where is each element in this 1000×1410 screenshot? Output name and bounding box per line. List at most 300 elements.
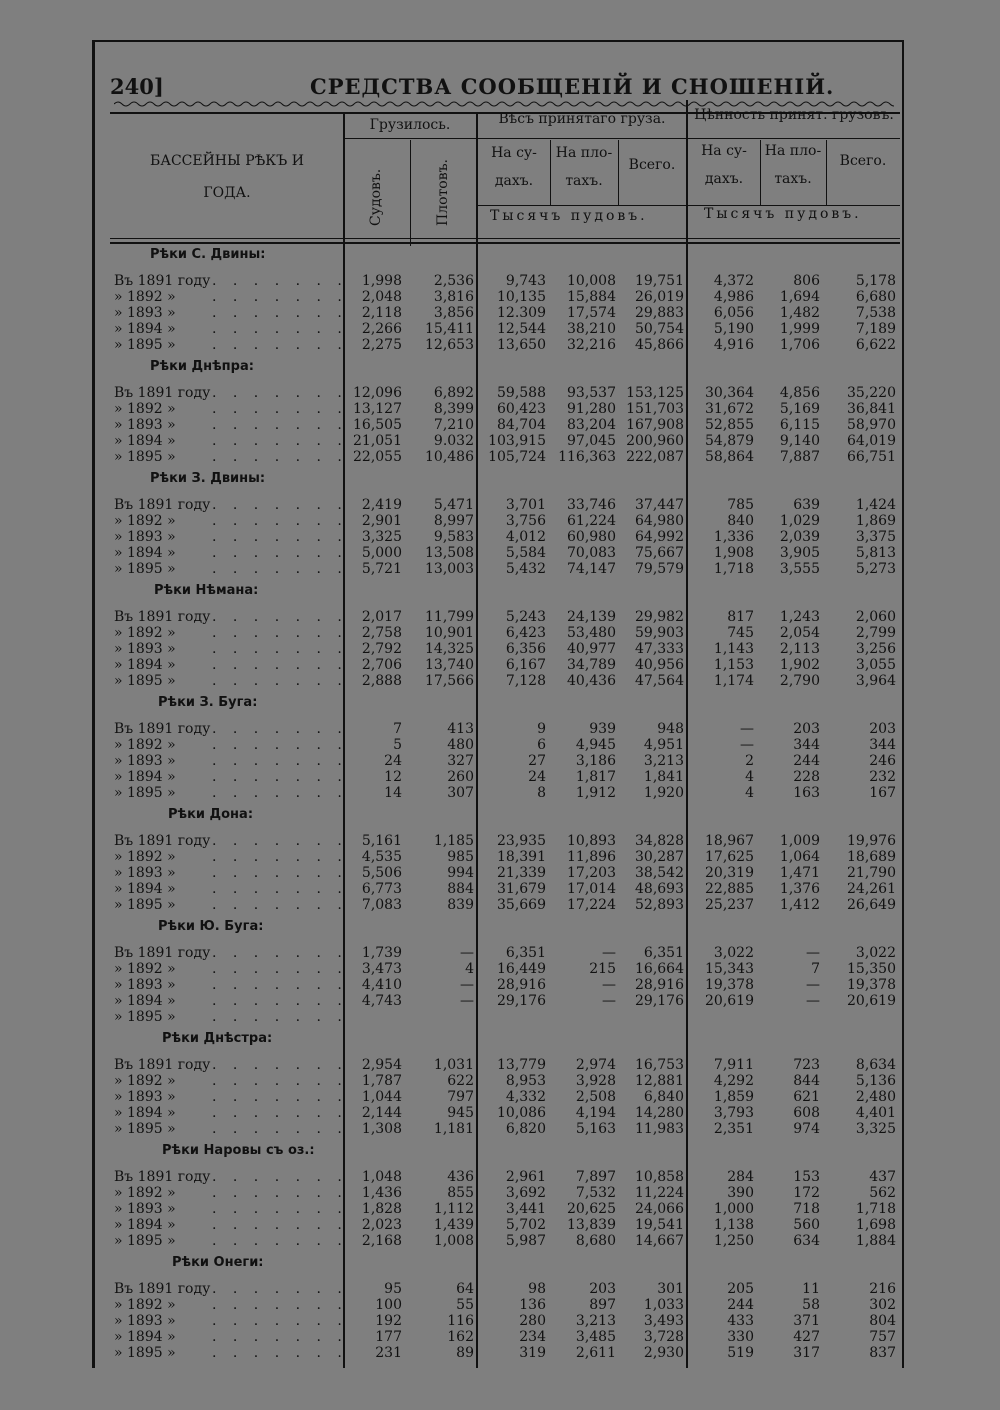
table-cell: 7,538 <box>855 305 896 321</box>
table-cell: 24 <box>528 769 546 785</box>
table-cell: 5,987 <box>505 1233 546 1249</box>
table-cell: 1,112 <box>433 1201 474 1217</box>
year-label: » 1892 » <box>114 1073 176 1089</box>
table-cell: 1,718 <box>855 1201 896 1217</box>
page-number: 240] <box>110 74 164 99</box>
table-cell: 723 <box>793 1057 820 1073</box>
table-cell: 1,436 <box>361 1185 402 1201</box>
table-cell: 103,915 <box>488 433 546 449</box>
table-cell: 6,892 <box>433 385 474 401</box>
table-cell: 1,138 <box>713 1217 754 1233</box>
table-cell: 192 <box>375 1313 402 1329</box>
year-label: » 1894 » <box>114 1217 176 1233</box>
table-cell: 177 <box>375 1329 402 1345</box>
table-cell: 10,858 <box>635 1169 684 1185</box>
table-cell: 48,693 <box>635 881 684 897</box>
leader-dots: . . . . . . . <box>212 1169 348 1185</box>
table-cell: 2,419 <box>361 497 402 513</box>
table-cell: — <box>460 977 474 993</box>
table-cell: 1,029 <box>779 513 820 529</box>
table-cell: 167,908 <box>626 417 684 433</box>
table-cell: 3,441 <box>505 1201 546 1217</box>
table-cell: 3,728 <box>643 1329 684 1345</box>
table-row <box>92 529 907 545</box>
year-label: » 1893 » <box>114 1201 176 1217</box>
year-label: Въ 1891 году <box>114 721 211 737</box>
year-label: » 1895 » <box>114 1345 176 1361</box>
table-cell: 34,828 <box>635 833 684 849</box>
table-cell: 52,855 <box>705 417 754 433</box>
leader-dots: . . . . . . . <box>212 513 348 529</box>
table-cell: — <box>806 993 820 1009</box>
table-cell: 344 <box>793 737 820 753</box>
table-cell: 205 <box>727 1281 754 1297</box>
table-cell: 6,351 <box>505 945 546 961</box>
table-row <box>92 945 907 961</box>
header-w-rafts <box>550 142 618 192</box>
table-cell: 1,336 <box>713 529 754 545</box>
table-cell: 806 <box>793 273 820 289</box>
table-row <box>92 833 907 849</box>
table-cell: 4,410 <box>361 977 402 993</box>
year-label: » 1893 » <box>114 1089 176 1105</box>
leader-dots: . . . . . . . <box>212 881 348 897</box>
section-title: Рѣки Дона: <box>168 807 254 822</box>
table-cell: 20,619 <box>705 993 754 1009</box>
table-cell: 1,048 <box>361 1169 402 1185</box>
section-title: Рѣки Днѣпра: <box>150 359 254 374</box>
table-row <box>92 961 907 977</box>
table-cell: 5,190 <box>713 321 754 337</box>
table-row <box>92 1009 907 1025</box>
table-cell: 24 <box>384 753 402 769</box>
table-cell: 93,537 <box>567 385 616 401</box>
table-cell: 560 <box>793 1217 820 1233</box>
table-cell: 13,839 <box>567 1217 616 1233</box>
table-cell: 837 <box>869 1345 896 1361</box>
year-label: » 1893 » <box>114 977 176 993</box>
table-cell: 6,167 <box>505 657 546 673</box>
table-cell: 95 <box>384 1281 402 1297</box>
year-label: » 1892 » <box>114 961 176 977</box>
year-label: » 1893 » <box>114 753 176 769</box>
table-cell: 3,186 <box>575 753 616 769</box>
table-cell: 1,033 <box>643 1297 684 1313</box>
table-cell: 2,017 <box>361 609 402 625</box>
table-cell: 216 <box>869 1281 896 1297</box>
table-cell: 55 <box>456 1297 474 1313</box>
table-cell: 136 <box>519 1297 546 1313</box>
table-cell: 6,356 <box>505 641 546 657</box>
table-cell: 301 <box>657 1281 684 1297</box>
leader-dots: . . . . . . . <box>212 609 348 625</box>
table-cell: 1,841 <box>643 769 684 785</box>
year-label: » 1895 » <box>114 1121 176 1137</box>
year-label: Въ 1891 году <box>114 1169 211 1185</box>
table-cell: 2,054 <box>779 625 820 641</box>
table-cell: 6,056 <box>713 305 754 321</box>
table-row <box>92 753 907 769</box>
table-cell: 5,813 <box>855 545 896 561</box>
table-cell: 17,574 <box>567 305 616 321</box>
table-cell: 89 <box>456 1345 474 1361</box>
table-cell: 1,884 <box>855 1233 896 1249</box>
table-cell: 52,893 <box>635 897 684 913</box>
table-row <box>92 1217 907 1233</box>
table-cell: 18,391 <box>497 849 546 865</box>
leader-dots: . . . . . . . <box>212 721 348 737</box>
table-row <box>92 1297 907 1313</box>
table-cell: 634 <box>793 1233 820 1249</box>
table-row <box>92 321 907 337</box>
table-cell: 1,828 <box>361 1201 402 1217</box>
header-value: Цѣнность принят. грузовъ. <box>694 107 894 123</box>
table-cell: 13,650 <box>497 337 546 353</box>
table-cell: 17,625 <box>705 849 754 865</box>
table-cell: 25,237 <box>705 897 754 913</box>
v-ships-l2: дахъ. <box>704 171 744 187</box>
table-cell: 11,224 <box>635 1185 684 1201</box>
year-label: » 1894 » <box>114 433 176 449</box>
table-cell: 4,332 <box>505 1089 546 1105</box>
table-cell: 1,698 <box>855 1217 896 1233</box>
table-cell: 1,869 <box>855 513 896 529</box>
table-row <box>92 433 907 449</box>
table-cell: 3,756 <box>505 513 546 529</box>
table-cell: 757 <box>869 1329 896 1345</box>
table-cell: 4 <box>745 769 754 785</box>
table-cell: 228 <box>793 769 820 785</box>
river-section <box>92 581 907 693</box>
table-cell: 31,679 <box>497 881 546 897</box>
header-w-total: Всего. <box>628 157 676 173</box>
leader-dots: . . . . . . . <box>212 1185 348 1201</box>
hdr-div-2 <box>410 140 411 246</box>
table-cell: 59,588 <box>497 385 546 401</box>
table-cell: 5,471 <box>433 497 474 513</box>
table-cell: 4,743 <box>361 993 402 1009</box>
table-cell: 3,022 <box>713 945 754 961</box>
year-label: » 1894 » <box>114 545 176 561</box>
table-cell: 2,508 <box>575 1089 616 1105</box>
table-cell: 83,204 <box>567 417 616 433</box>
table-cell: 19,378 <box>847 977 896 993</box>
table-row <box>92 721 907 737</box>
table-cell: 985 <box>447 849 474 865</box>
table-row <box>92 401 907 417</box>
table-row <box>92 289 907 305</box>
table-cell: 14,325 <box>425 641 474 657</box>
table-cell: 35,220 <box>847 385 896 401</box>
table-cell: 371 <box>793 1313 820 1329</box>
page-title: СРЕДСТВА СООБЩЕНІЙ И СНОШЕНІЙ. <box>310 74 835 99</box>
table-cell: 855 <box>447 1185 474 1201</box>
leader-dots: . . . . . . . <box>212 769 348 785</box>
header-v-ships <box>688 140 760 190</box>
table-cell: 203 <box>869 721 896 737</box>
river-section <box>92 245 907 357</box>
table-row <box>92 1121 907 1137</box>
units-weight: Тысячъ пудовъ. <box>490 208 648 224</box>
river-section <box>92 917 907 1029</box>
table-cell: 1,174 <box>713 673 754 689</box>
table-cell: 16,753 <box>635 1057 684 1073</box>
header-loaded: Грузилось. <box>369 117 451 133</box>
leader-dots: . . . . . . . <box>212 1105 348 1121</box>
year-label: Въ 1891 году <box>114 833 211 849</box>
table-cell: 244 <box>727 1297 754 1313</box>
table-row <box>92 769 907 785</box>
table-cell: 9.032 <box>433 433 474 449</box>
table-cell: 15,350 <box>847 961 896 977</box>
table-row <box>92 561 907 577</box>
table-row <box>92 977 907 993</box>
table-cell: 1,912 <box>575 785 616 801</box>
table-cell: 3,793 <box>713 1105 754 1121</box>
table-cell: 3,964 <box>855 673 896 689</box>
leader-dots: . . . . . . . <box>212 1297 348 1313</box>
table-cell: 2,480 <box>855 1089 896 1105</box>
table-cell: 884 <box>447 881 474 897</box>
table-cell: 13,740 <box>425 657 474 673</box>
table-cell: 203 <box>589 1281 616 1297</box>
leader-dots: . . . . . . . <box>212 1089 348 1105</box>
leader-dots: . . . . . . . <box>212 865 348 881</box>
table-cell: 37,447 <box>635 497 684 513</box>
year-label: Въ 1891 году <box>114 945 211 961</box>
table-row <box>92 1057 907 1073</box>
table-cell: 519 <box>727 1345 754 1361</box>
table-cell: 2,954 <box>361 1057 402 1073</box>
table-cell: — <box>460 945 474 961</box>
table-cell: 3,493 <box>643 1313 684 1329</box>
table-cell: — <box>740 721 754 737</box>
table-cell: 1,694 <box>779 289 820 305</box>
river-section <box>92 357 907 469</box>
table-cell: 413 <box>447 721 474 737</box>
table-cell: — <box>740 737 754 753</box>
table-cell: 5,243 <box>505 609 546 625</box>
leader-dots: . . . . . . . <box>212 961 348 977</box>
table-cell: 4,916 <box>713 337 754 353</box>
table-cell: 3,256 <box>855 641 896 657</box>
table-cell: 4 <box>745 785 754 801</box>
hdr-group-rule <box>343 138 900 139</box>
table-cell: 26,019 <box>635 289 684 305</box>
table-cell: 163 <box>793 785 820 801</box>
leader-dots: . . . . . . . <box>212 273 348 289</box>
leader-dots: . . . . . . . <box>212 1217 348 1233</box>
table-cell: 40,956 <box>635 657 684 673</box>
table-cell: 84,704 <box>497 417 546 433</box>
table-cell: 172 <box>793 1185 820 1201</box>
table-cell: 5,178 <box>855 273 896 289</box>
leader-dots: . . . . . . . <box>212 1121 348 1137</box>
year-label: » 1894 » <box>114 657 176 673</box>
table-cell: 79,579 <box>635 561 684 577</box>
leader-dots: . . . . . . . <box>212 1201 348 1217</box>
table-cell: 2,266 <box>361 321 402 337</box>
table-cell: 897 <box>589 1297 616 1313</box>
header-v-total: Всего. <box>839 153 887 169</box>
table-cell: 7,210 <box>433 417 474 433</box>
leader-dots: . . . . . . . <box>212 945 348 961</box>
table-cell: 17,014 <box>567 881 616 897</box>
year-label: » 1895 » <box>114 785 176 801</box>
table-cell: 21,339 <box>497 865 546 881</box>
table-cell: — <box>602 993 616 1009</box>
table-cell: 16,664 <box>635 961 684 977</box>
year-label: » 1892 » <box>114 1297 176 1313</box>
table-cell: 1,243 <box>779 609 820 625</box>
table-cell: 1,044 <box>361 1089 402 1105</box>
table-cell: 284 <box>727 1169 754 1185</box>
leader-dots: . . . . . . . <box>212 289 348 305</box>
table-cell: 2,536 <box>433 273 474 289</box>
year-label: Въ 1891 году <box>114 273 211 289</box>
table-cell: 64,992 <box>635 529 684 545</box>
table-row <box>92 1329 907 1345</box>
table-cell: 64,019 <box>847 433 896 449</box>
table-cell: 1,064 <box>779 849 820 865</box>
table-cell: 1,908 <box>713 545 754 561</box>
table-cell: 1,181 <box>433 1121 474 1137</box>
first-col-line2: ГОДА. <box>203 185 251 201</box>
table-cell: 14,667 <box>635 1233 684 1249</box>
table-cell: 6,115 <box>779 417 820 433</box>
table-cell: 5,506 <box>361 865 402 881</box>
table-cell: 58,970 <box>847 417 896 433</box>
table-row <box>92 1089 907 1105</box>
header-w-ships <box>478 142 550 192</box>
table-cell: 608 <box>793 1105 820 1121</box>
table-cell: 7 <box>811 961 820 977</box>
table-cell: 562 <box>869 1185 896 1201</box>
table-cell: 28,916 <box>497 977 546 993</box>
table-row <box>92 1185 907 1201</box>
year-label: » 1895 » <box>114 337 176 353</box>
table-cell: 1,185 <box>433 833 474 849</box>
table-cell: 31,672 <box>705 401 754 417</box>
v-rafts-l2: тахъ. <box>774 171 812 187</box>
table-cell: 23,935 <box>497 833 546 849</box>
table-cell: 10,135 <box>497 289 546 305</box>
table-cell: 18,689 <box>847 849 896 865</box>
table-row <box>92 897 907 913</box>
table-cell: 30,364 <box>705 385 754 401</box>
header-weight: Вѣсъ принятаго груза. <box>498 111 666 127</box>
table-cell: 1,859 <box>713 1089 754 1105</box>
table-cell: 60,423 <box>497 401 546 417</box>
table-cell: 2,168 <box>361 1233 402 1249</box>
table-cell: 74,147 <box>567 561 616 577</box>
table-row <box>92 1233 907 1249</box>
table-cell: 66,751 <box>847 449 896 465</box>
table-cell: 804 <box>869 1313 896 1329</box>
table-cell: 153 <box>793 1169 820 1185</box>
table-cell: 1,031 <box>433 1057 474 1073</box>
table-cell: 13,003 <box>425 561 474 577</box>
header-first-col <box>114 150 340 204</box>
table-cell: 817 <box>727 609 754 625</box>
year-label: » 1892 » <box>114 1185 176 1201</box>
table-cell: 7,083 <box>361 897 402 913</box>
year-label: Въ 1891 году <box>114 1057 211 1073</box>
year-label: » 1895 » <box>114 1233 176 1249</box>
table-cell: 29,176 <box>635 993 684 1009</box>
table-cell: 45,866 <box>635 337 684 353</box>
table-cell: 19,541 <box>635 1217 684 1233</box>
table-cell: 1,143 <box>713 641 754 657</box>
table-cell: 9,140 <box>779 433 820 449</box>
table-cell: 327 <box>447 753 474 769</box>
table-cell: 5,163 <box>575 1121 616 1137</box>
table-cell: 4,372 <box>713 273 754 289</box>
table-cell: 244 <box>793 753 820 769</box>
section-title: Рѣки З. Двины: <box>150 471 266 486</box>
table-row <box>92 625 907 641</box>
table-cell: 9,743 <box>505 273 546 289</box>
year-label: » 1894 » <box>114 1105 176 1121</box>
section-title: Рѣки Наровы съ оз.: <box>162 1143 315 1158</box>
table-row <box>92 417 907 433</box>
table-cell: 2,113 <box>779 641 820 657</box>
table-cell: 433 <box>727 1313 754 1329</box>
table-row <box>92 1105 907 1121</box>
table-cell: 36,841 <box>847 401 896 417</box>
table-cell: 2,961 <box>505 1169 546 1185</box>
leader-dots: . . . . . . . <box>212 417 348 433</box>
year-label: » 1892 » <box>114 401 176 417</box>
table-cell: 7,189 <box>855 321 896 337</box>
table-row <box>92 657 907 673</box>
table-cell: 21,051 <box>353 433 402 449</box>
table-cell: 2,901 <box>361 513 402 529</box>
river-section <box>92 693 907 805</box>
river-section <box>92 1029 907 1141</box>
table-cell: 30,287 <box>635 849 684 865</box>
leader-dots: . . . . . . . <box>212 1057 348 1073</box>
table-cell: 11,896 <box>567 849 616 865</box>
year-label: » 1892 » <box>114 625 176 641</box>
table-cell: 5,702 <box>505 1217 546 1233</box>
table-cell: 34,789 <box>567 657 616 673</box>
table-cell: 246 <box>869 753 896 769</box>
table-cell: 8,680 <box>575 1233 616 1249</box>
table-cell: 1,308 <box>361 1121 402 1137</box>
table-cell: 38,210 <box>567 321 616 337</box>
table-cell: 5,721 <box>361 561 402 577</box>
year-label: » 1892 » <box>114 289 176 305</box>
table-cell: 20,619 <box>847 993 896 1009</box>
table-cell: 2,275 <box>361 337 402 353</box>
table-cell: 231 <box>375 1345 402 1361</box>
leader-dots: . . . . . . . <box>212 337 348 353</box>
table-row <box>92 865 907 881</box>
page-header <box>110 60 900 104</box>
table-row <box>92 641 907 657</box>
table-cell: 12 <box>384 769 402 785</box>
leader-dots: . . . . . . . <box>212 1281 348 1297</box>
table-cell: 2,060 <box>855 609 896 625</box>
table-cell: 1,009 <box>779 833 820 849</box>
table-cell: 167 <box>869 785 896 801</box>
year-label: » 1895 » <box>114 449 176 465</box>
table-cell: 58 <box>802 1297 820 1313</box>
table-cell: 4,986 <box>713 289 754 305</box>
table-cell: 4,951 <box>643 737 684 753</box>
table-cell: 745 <box>727 625 754 641</box>
